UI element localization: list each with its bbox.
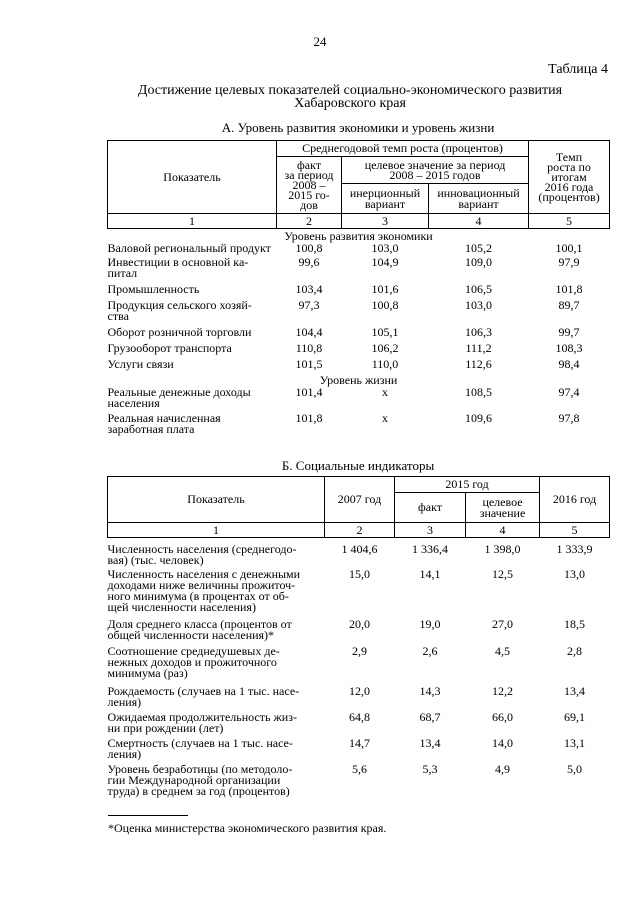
header-indicator: Показатель — [108, 477, 325, 523]
cell-fact: 5,3 — [422, 762, 438, 776]
table-row — [108, 325, 610, 341]
header-indicator: Показатель — [108, 141, 277, 214]
table-a-body — [108, 229, 610, 438]
header-target: целевое значение за период 2008 – 2015 годов — [342, 157, 529, 184]
cell-target: 27,0 — [492, 617, 513, 631]
cell-target: 12,5 — [492, 567, 513, 581]
row-label: Численность населения (среднегодо- вая) (тыс. человек) — [107, 542, 297, 567]
row-label: Валовой региональный продукт — [107, 241, 271, 255]
cell-2016: 97,8 — [558, 411, 580, 425]
table-row — [108, 761, 610, 801]
row-label: Промышленность — [107, 282, 200, 296]
cell-2016: 1 333,9 — [556, 542, 593, 556]
header-2015: 2015 год — [395, 477, 540, 493]
cell-fact: 101,8 — [295, 411, 323, 425]
cell-fact: 19,0 — [419, 617, 441, 631]
row-label: Инвестиции в основной ка- питал — [107, 255, 249, 280]
page-number: 24 — [313, 34, 327, 49]
cell-fact: 13,4 — [419, 736, 441, 750]
part-a-caption: А. Уровень развития экономики и уровень жизни — [221, 120, 495, 135]
cell-innovative: 109,0 — [465, 255, 493, 269]
cell-fact: 14,1 — [419, 567, 441, 581]
cell-innovative: 111,2 — [465, 341, 492, 355]
cell-2007: 64,8 — [349, 710, 370, 724]
table-label: Таблица 4 — [548, 62, 608, 77]
cell-2007: 14,7 — [349, 736, 370, 750]
table-row — [108, 616, 610, 643]
cell-inertial: 110,0 — [371, 357, 399, 371]
cell-fact: 104,4 — [295, 325, 323, 339]
col-number: 1 — [108, 523, 325, 538]
table-row — [108, 566, 610, 616]
row-label: Реальная начисленная заработная плата — [107, 411, 221, 436]
cell-innovative: 108,5 — [465, 385, 493, 399]
table-a-header — [108, 141, 610, 229]
col-number: 2 — [325, 523, 395, 538]
cell-inertial: 104,9 — [371, 255, 399, 269]
footnote: *Оценка министерства экономического развития края. — [108, 821, 387, 835]
table-row — [108, 538, 610, 567]
table-row — [108, 387, 610, 413]
cell-2007: 5,6 — [352, 762, 367, 776]
cell-target: 66,0 — [492, 710, 513, 724]
col-number: 1 — [108, 214, 277, 229]
table-row — [108, 683, 610, 709]
row-label: Уровень безработицы (по методоло- гии Международной организации труда) в среднем за год (процентов) — [107, 762, 293, 798]
table-row — [108, 341, 610, 357]
part-b-caption: Б. Социальные индикаторы — [281, 458, 435, 473]
cell-fact: 101,4 — [295, 385, 323, 399]
cell-2016: 5,0 — [567, 762, 583, 776]
row-label: Смертность (случаев на 1 тыс. насе- ления) — [107, 736, 293, 761]
table-row — [108, 298, 610, 325]
cell-fact: 99,6 — [298, 255, 320, 269]
cell-2016: 101,8 — [555, 282, 583, 296]
col-number: 3 — [342, 214, 429, 229]
cell-fact: 110,8 — [295, 341, 323, 355]
cell-inertial: 103,0 — [371, 241, 399, 255]
cell-target: 4,9 — [495, 762, 510, 776]
cell-2007: 20,0 — [349, 617, 370, 631]
header-growth-2016: Темп роста по итогам 2016 года (процентов) — [529, 141, 610, 214]
cell-2016: 13,1 — [564, 736, 586, 750]
cell-target: 12,2 — [492, 684, 513, 698]
header-fact: факт за период 2008 – 2015 го- дов — [277, 157, 342, 214]
cell-innovative: 112,6 — [465, 357, 492, 371]
cell-innovative: 106,5 — [465, 282, 493, 296]
row-label: Доля среднего класса (процентов от общей численности населения)* — [107, 617, 292, 642]
cell-2016: 100,1 — [555, 241, 583, 255]
cell-fact: 101,5 — [295, 357, 323, 371]
col-number: 5 — [529, 214, 610, 229]
cell-2016: 18,5 — [564, 617, 586, 631]
row-label: Численность населения с денежными доходами ниже величины прожиточ- ного минимума (в процентах от об- щей численности населения) — [107, 567, 301, 614]
table-row — [108, 282, 610, 298]
row-label: Оборот розничной торговли — [107, 325, 252, 339]
table-row — [108, 709, 610, 735]
header-2007: 2007 год — [325, 477, 395, 523]
header-inertial: инерционный вариант — [342, 184, 429, 214]
col-number: 4 — [466, 523, 540, 538]
cell-inertial: х — [382, 385, 388, 399]
col-number: 5 — [540, 523, 610, 538]
table-b-header — [108, 477, 610, 538]
cell-fact: 100,8 — [295, 241, 323, 255]
row-label: Услуги связи — [107, 357, 174, 371]
cell-2007: 12,0 — [349, 684, 370, 698]
cell-innovative: 106,3 — [465, 325, 493, 339]
cell-2016: 97,4 — [558, 385, 580, 399]
header-target: целевое значение — [466, 493, 540, 523]
cell-fact: 97,3 — [298, 298, 320, 312]
table-row — [108, 357, 610, 373]
cell-2016: 108,3 — [555, 341, 583, 355]
cell-2007: 1 404,6 — [341, 542, 378, 556]
cell-fact: 2,6 — [422, 644, 438, 658]
cell-innovative: 109,6 — [465, 411, 493, 425]
footnote-separator — [108, 815, 188, 816]
col-number: 3 — [395, 523, 466, 538]
cell-2016: 13,4 — [564, 684, 586, 698]
table-row — [108, 413, 610, 437]
cell-2007: 2,9 — [352, 644, 367, 658]
table-a — [107, 140, 610, 437]
row-label: Соотношение среднедушевых де- нежных доходов и прожиточного минимума (раз) — [107, 644, 280, 680]
table-row — [108, 735, 610, 761]
cell-innovative: 103,0 — [465, 298, 493, 312]
cell-2007: 15,0 — [349, 567, 370, 581]
row-label: Продукция сельского хозяй- ства — [107, 298, 252, 323]
table-b — [107, 476, 610, 801]
cell-2016: 98,4 — [558, 357, 580, 371]
cell-inertial: 106,2 — [371, 341, 399, 355]
cell-fact: 1 336,4 — [412, 542, 448, 556]
cell-2016: 97,9 — [558, 255, 580, 269]
header-avg-growth: Среднегодовой темп роста (процентов) — [277, 141, 529, 157]
table-row — [108, 643, 610, 683]
document-title: Достижение целевых показателей социально-экономического развития Хабаровского края — [137, 83, 563, 111]
cell-target: 1 398,0 — [484, 542, 521, 556]
cell-inertial: х — [382, 411, 388, 425]
col-number: 4 — [429, 214, 529, 229]
cell-2016: 99,7 — [558, 325, 580, 339]
section-economy: Уровень развития экономики — [284, 229, 433, 243]
table-row — [108, 257, 610, 282]
cell-target: 14,0 — [492, 736, 513, 750]
header-fact: факт — [395, 493, 466, 523]
cell-inertial: 101,6 — [371, 282, 399, 296]
cell-inertial: 100,8 — [371, 298, 399, 312]
row-label: Грузооборот транспорта — [107, 341, 232, 355]
section-living: Уровень жизни — [319, 373, 398, 387]
cell-innovative: 105,2 — [465, 241, 493, 255]
cell-2016: 2,8 — [567, 644, 583, 658]
cell-inertial: 105,1 — [371, 325, 399, 339]
table-b-body — [108, 538, 610, 802]
cell-fact: 68,7 — [419, 710, 441, 724]
cell-2016: 13,0 — [564, 567, 586, 581]
row-label: Реальные денежные доходы населения — [107, 385, 251, 410]
cell-2016: 69,1 — [564, 710, 586, 724]
cell-fact: 103,4 — [295, 282, 323, 296]
cell-2016: 89,7 — [558, 298, 580, 312]
cell-target: 4,5 — [495, 644, 510, 658]
row-label: Рождаемость (случаев на 1 тыс. насе- ления) — [107, 684, 300, 709]
col-number: 2 — [277, 214, 342, 229]
header-2016: 2016 год — [540, 477, 610, 523]
cell-fact: 14,3 — [419, 684, 441, 698]
row-label: Ожидаемая продолжительность жиз- ни при рождении (лет) — [107, 710, 297, 735]
header-innovative: инновационный вариант — [429, 184, 529, 214]
